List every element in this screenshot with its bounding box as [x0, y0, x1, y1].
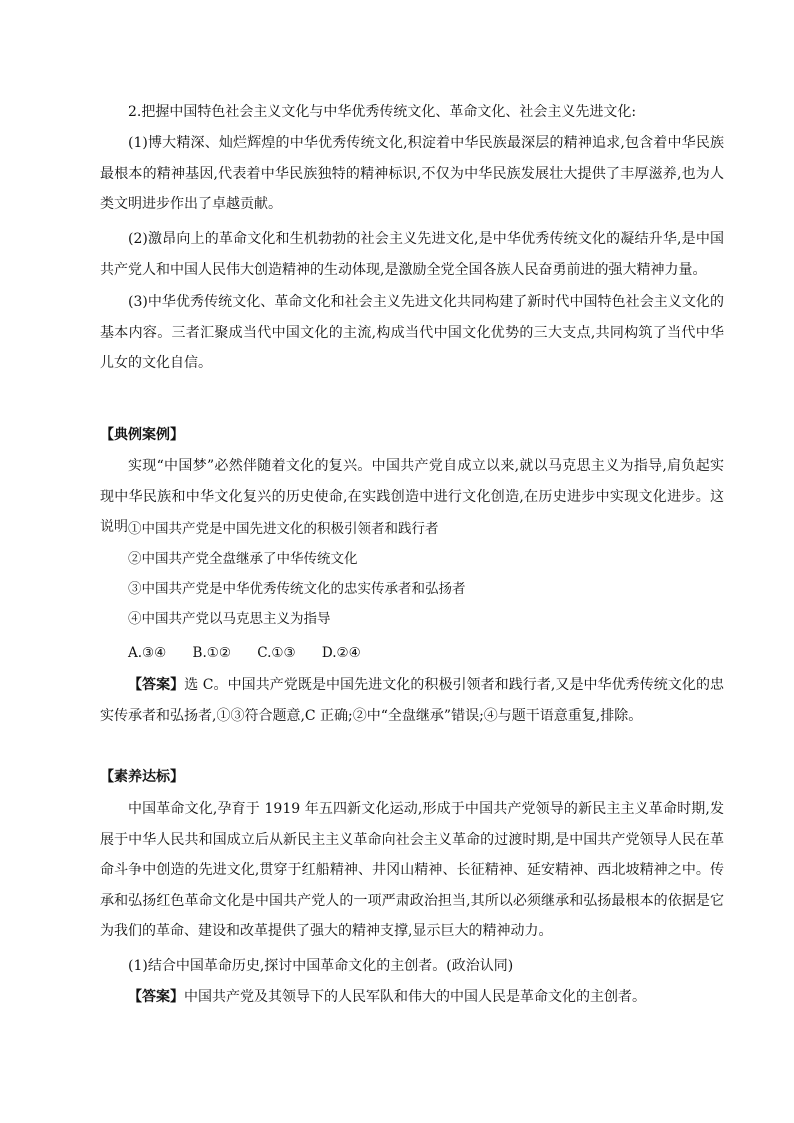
example-statement-2: ②中国共产党全盘继承了中华传统文化	[128, 551, 358, 567]
answer-label: 【答案】	[128, 677, 185, 693]
practice-answer-text: 中国共产党及其领导下的人民军队和伟大的中国人民是革命文化的主创者。	[184, 989, 646, 1005]
practice-answer	[100, 982, 724, 1013]
paragraph-2: (2)激昂向上的革命文化和生机勃勃的社会主义先进文化,是中华优秀传统文化的凝结升华,是中国共产党人和中国人民伟大创造精神的生动体现,是激励全党全国各族人民奋勇前进的强大精神力量。	[100, 231, 724, 278]
answer-options	[128, 641, 724, 665]
example-heading: 【典例案例】	[100, 427, 184, 443]
practice-question-1: (1)结合中国革命历史,探讨中国革命文化的主创者。(政治认同)	[128, 958, 514, 974]
option-c: C.①③	[257, 645, 296, 661]
practice-material: 中国革命文化,孕育于 1919 年五四新文化运动,形成于中国共产党领导的新民主主义革命时期,发展于中华人民共和国成立后从新民主主义革命向社会主义革命的过渡时期,是中国共产党领导人民在革命斗争中创造的先进文化,贯穿于红船精神、井冈山精神、长征精神、延安精神、西北坡精神之中。传承和弘扬红色革命文化是中国共产党人的一项严肃政治担当,其所以必须继承和弘扬最根本的依据是它为我们的革命、建设和改革提供了强大的精神支撑,显示巨大的精神动力。	[100, 801, 724, 939]
option-a: A.③④	[128, 645, 167, 661]
practice-heading: 【素养达标】	[100, 769, 184, 785]
example-question-stem: 实现“中国梦”必然伴随着文化的复兴。中国共产党自成立以来,就以马克思主义为指导,肩负起实现中华民族和中华文化复兴的历史使命,在实践创造中进行文化创造,在历史进步中实现文化进步。这说明	[100, 458, 724, 535]
practice-answer-label: 【答案】	[128, 989, 184, 1005]
example-statement-3: ③中国共产党是中华优秀传统文化的忠实传承者和弘扬者	[128, 581, 466, 597]
section-title: 2.把握中国特色社会主义文化与中华优秀传统文化、革命文化、社会主义先进文化:	[128, 104, 637, 120]
answer-text: 选 C。中国共产党既是中国先进文化的积极引领者和践行者,又是中华优秀传统文化的忠实传承者和弘扬者,①③符合题意,C 正确;②中“全盘继承”错误;④与题干语意重复,排除。	[100, 677, 724, 724]
paragraph-1: (1)博大精深、灿烂辉煌的中华优秀传统文化,积淀着中华民族最深层的精神追求,包含着中华民族最根本的精神基因,代表着中华民族独特的精神标识,不仅为中华民族发展壮大提供了丰厚滋养,也为人类文明进步作出了卓越贡献。	[100, 135, 724, 212]
option-b: B.①②	[192, 645, 231, 661]
example-answer	[100, 670, 724, 731]
option-d: D.②④	[321, 645, 361, 661]
paragraph-3: (3)中华优秀传统文化、革命文化和社会主义先进文化共同构建了新时代中国特色社会主义文化的基本内容。三者汇聚成当代中国文化的主流,构成当代中国文化优势的三大支点,共同构筑了当代中华儿女的文化自信。	[100, 294, 724, 371]
example-statement-4: ④中国共产党以马克思主义为指导	[128, 611, 331, 627]
example-statement-1: ①中国共产党是中国先进文化的积极引领者和践行者	[128, 521, 439, 537]
